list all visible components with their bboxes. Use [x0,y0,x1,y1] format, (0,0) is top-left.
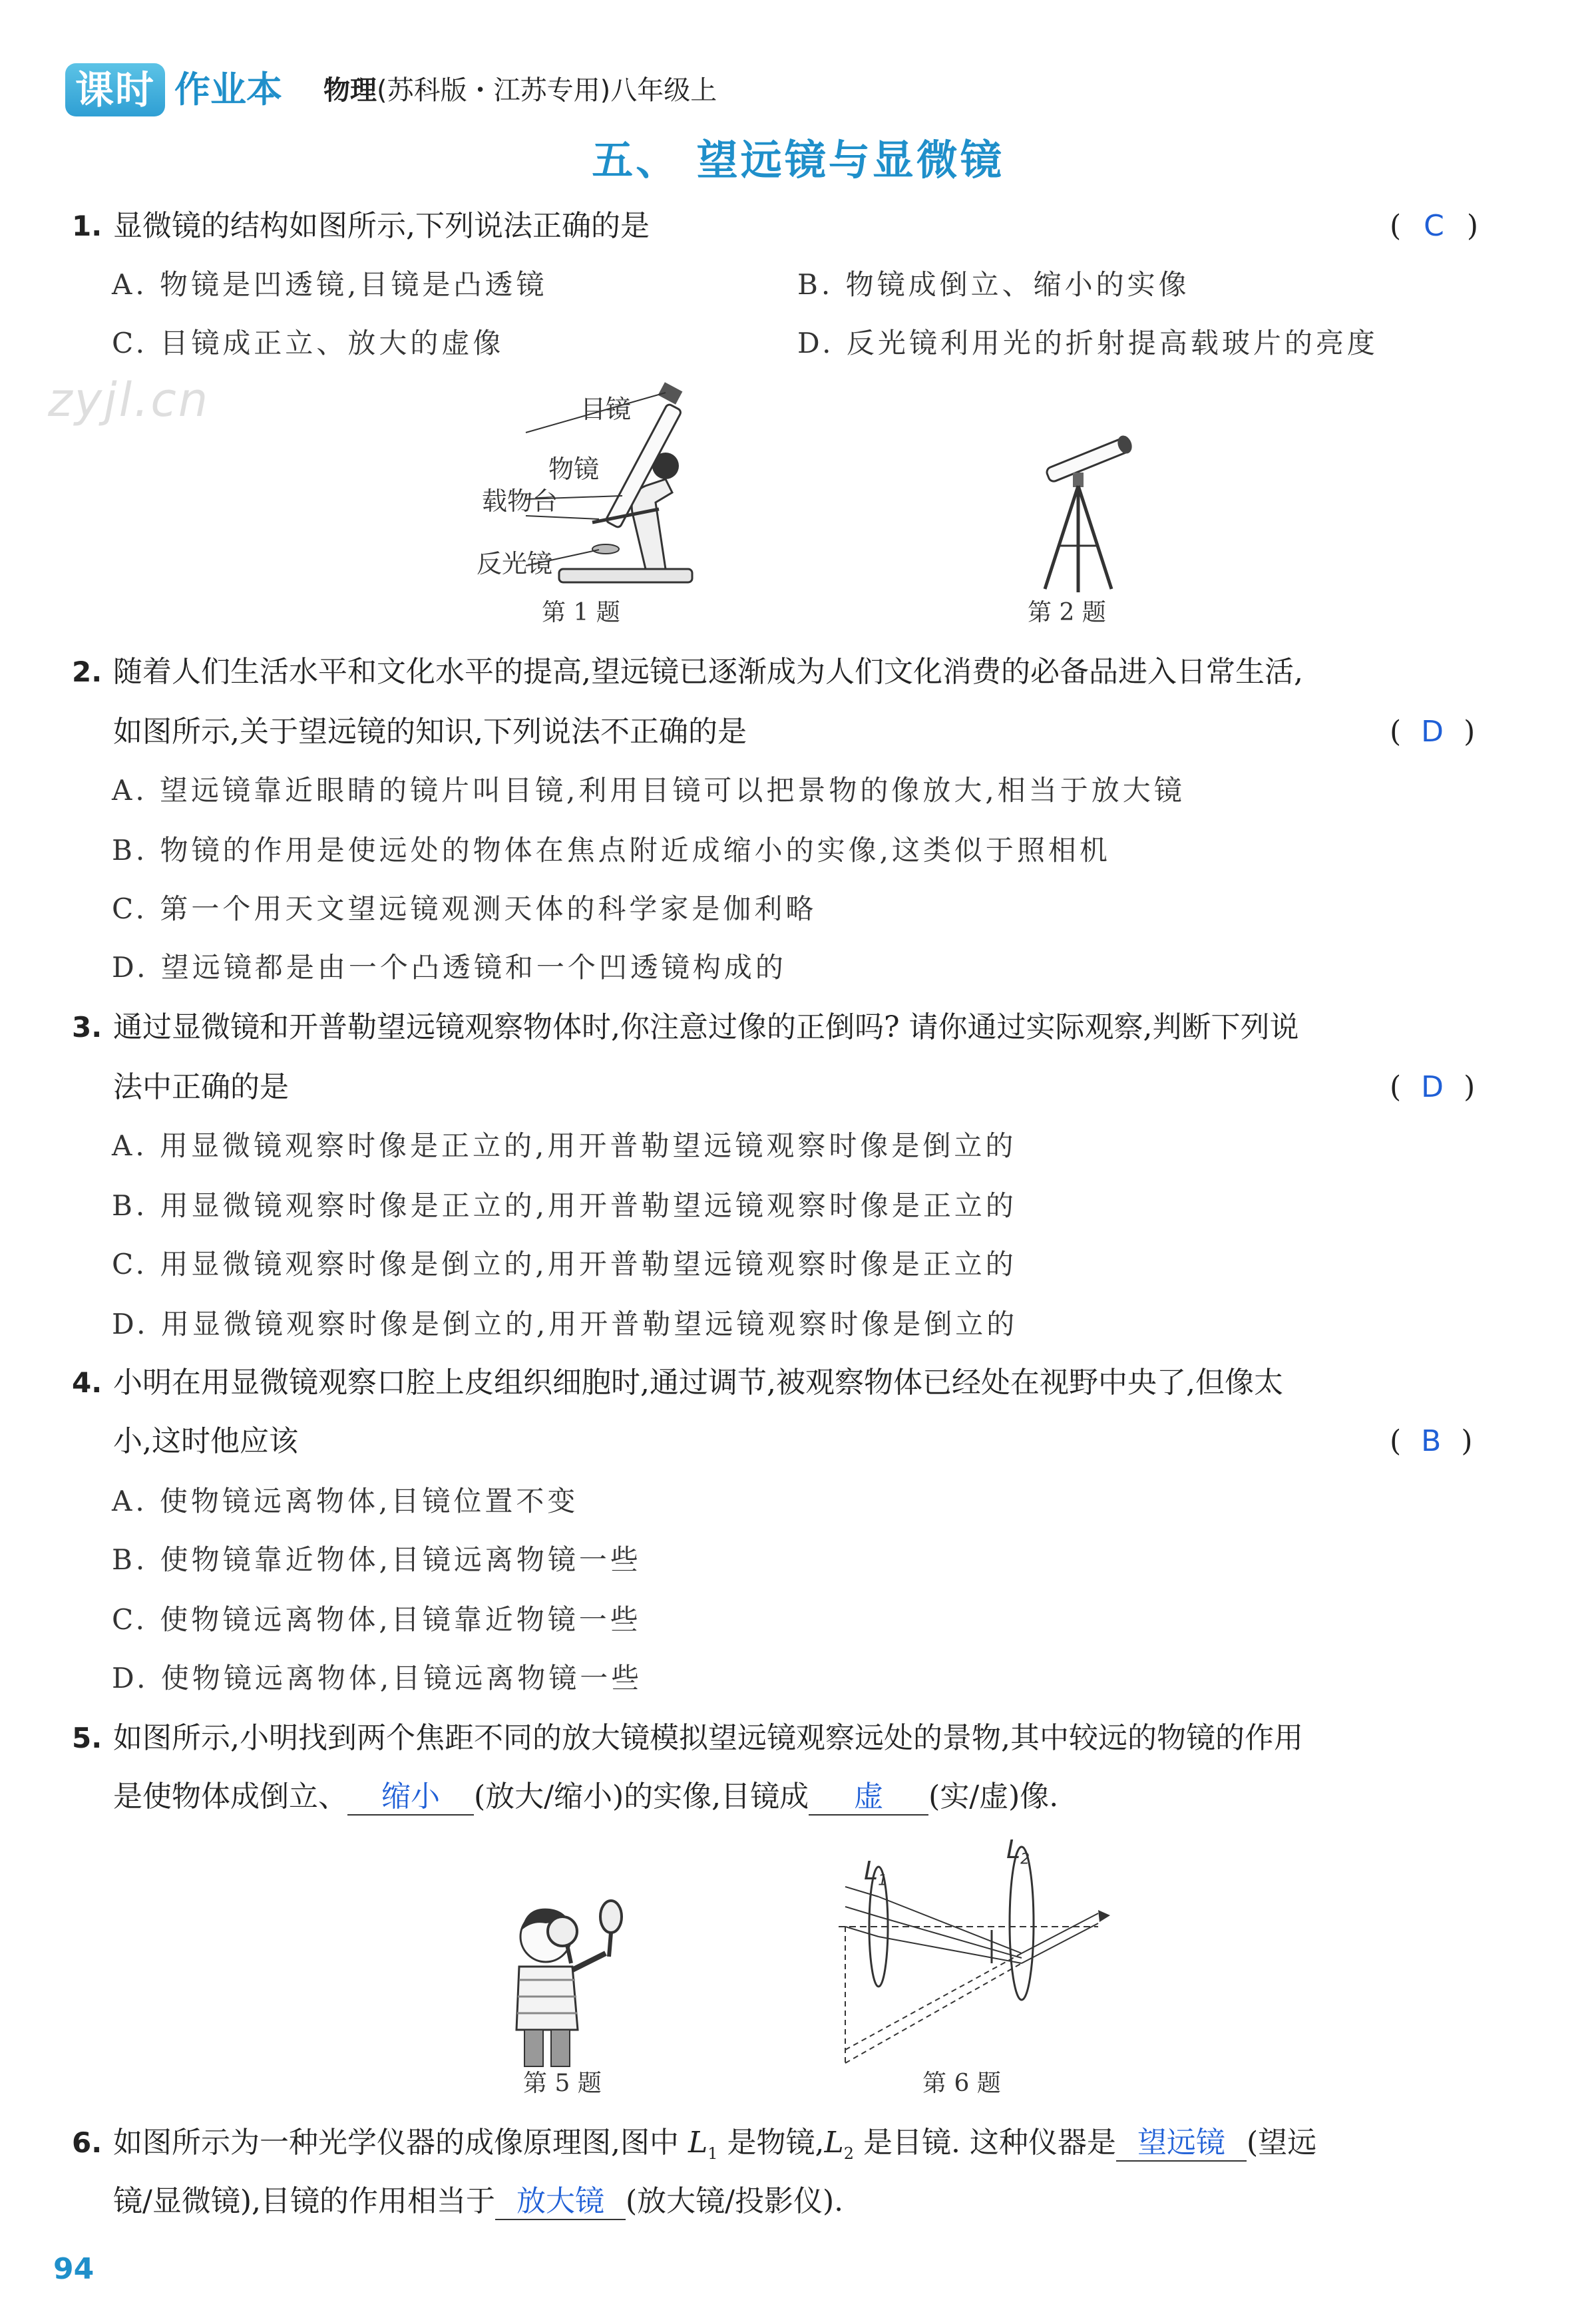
q5-stem-2: 是使物体成倒立、 缩小 (放大/缩小)的实像,目镜成 虚 (实/虚)像. [113,1777,1058,1817]
header-subject [323,72,717,109]
fig6-l1-label: $L_1$ [864,1856,888,1889]
q5-blank-1[interactable]: 缩小 [347,1780,474,1816]
q4-stem-2: 小,这时他应该 [113,1424,298,1458]
fig1-eyepiece-label: 目镜 [580,395,632,424]
q1-answer: ( C ) [1390,209,1479,243]
q1-stem: 显微镜的结构如图所示,下列说法正确的是 [113,209,650,243]
q4-answer-letter: B [1421,1424,1442,1458]
q3-option-c: C. 用显微镜观察时像是倒立的,用开普勒望远镜观察时像是正立的 [112,1248,1017,1280]
q3-option-d: D. 用显微镜观察时像是倒立的,用开普勒望远镜观察时像是倒立的 [112,1308,1018,1340]
q3-stem-1: 通过显微镜和开普勒望远镜观察物体时,你注意过像的正倒吗? 请你通过实际观察,判断下列说 [113,1010,1299,1044]
q1-number: 1. [72,210,102,242]
fig1-mirror-label: 反光镜 [477,549,553,578]
q5-blank-2[interactable]: 虚 [809,1780,928,1816]
edition-label: (苏科版・江苏专用)八年级上 [377,75,717,106]
q4-stem-1: 小明在用显微镜观察口腔上皮组织细胞时,通过调节,被观察物体已经处在视野中央了,但像太 [113,1366,1283,1400]
q6-blank-2[interactable]: 放大镜 [495,2184,626,2220]
q6-stem-1: 如图所示为一种光学仪器的成像原理图,图中 $L_1$ 是物镜$,L_2$ 是目镜. 这种仪器是 望远镜 (望远 [113,2126,1317,2163]
fig5-caption: 第 5 题 [523,2070,602,2097]
page-number: 94 [53,2252,95,2286]
q2-number: 2. [72,656,102,688]
fig6-caption: 第 6 题 [922,2070,1001,2097]
fig6-l2-label: $L_2$ [1006,1835,1030,1868]
telescope-figure [1012,426,1145,599]
brand-badge: 课时 [65,63,165,116]
q4-option-b: B. 使物镜靠近物体,目镜远离物镜一些 [112,1543,642,1576]
q2-option-d: D. 望远镜都是由一个凸透镜和一个凹透镜构成的 [112,951,787,984]
fig2-caption: 第 2 题 [1028,599,1106,626]
q6-stem-2: 镜/显微镜),目镜的作用相当于 放大镜 (放大镜/投影仪). [113,2182,843,2221]
q2-option-b: B. 物镜的作用是使远处的物体在焦点附近成缩小的实像,这类似于照相机 [112,834,1111,866]
q2-stem-1: 随着人们生活水平和文化水平的提高,望远镜已逐渐成为人们文化消费的必备品进入日常生活, [113,655,1303,689]
q5-stem-1: 如图所示,小明找到两个焦距不同的放大镜模拟望远镜观察远处的景物,其中较远的物镜的作用 [113,1721,1303,1755]
q3-option-b: B. 用显微镜观察时像是正立的,用开普勒望远镜观察时像是正立的 [112,1189,1017,1222]
q3-option-a: A. 用显微镜观察时像是正立的,用开普勒望远镜观察时像是倒立的 [112,1129,1017,1162]
q1-answer-letter: C [1424,209,1444,243]
q4-option-d: D. 使物镜远离物体,目镜远离物镜一些 [112,1662,643,1694]
q4-option-c: C. 使物镜远离物体,目镜靠近物镜一些 [112,1603,642,1636]
q3-answer-letter: D [1421,1070,1444,1104]
q5-number: 5. [72,1722,102,1754]
section-title: 五、 望远镜与显微镜 [592,136,1004,184]
subject-label: 物理 [323,75,377,106]
watermark: zyjl.cn [48,373,210,427]
q1-option-a: A. 物镜是凹透镜,目镜是凸透镜 [112,268,548,301]
q4-number: 4. [72,1366,102,1399]
q1-option-b: B. 物镜成倒立、缩小的实像 [797,268,1190,301]
q1-option-c: C. 目镜成正立、放大的虚像 [112,327,504,359]
q4-option-a: A. 使物镜远离物体,目镜位置不变 [112,1485,579,1517]
fig1-stage-label: 载物台 [482,486,558,516]
q1-option-d: D. 反光镜利用光的折射提高载玻片的亮度 [797,327,1378,359]
q3-answer: ( D ) [1390,1070,1476,1104]
q2-answer-letter: D [1421,715,1444,749]
q3-number: 3. [72,1011,102,1044]
q2-option-a: A. 望远镜靠近眼睛的镜片叫目镜,利用目镜可以把景物的像放大,相当于放大镜 [112,774,1185,807]
q6-blank-1[interactable]: 望远镜 [1116,2126,1247,2162]
fig1-caption: 第 1 题 [542,599,620,626]
q3-stem-2: 法中正确的是 [113,1070,289,1104]
q6-number: 6. [72,2126,102,2159]
boy-magnifier-figure [493,1897,639,2070]
q2-stem-2: 如图所示,关于望远镜的知识,下列说法不正确的是 [113,715,747,749]
brand-name: 作业本 [174,69,282,110]
q2-option-c: C. 第一个用天文望远镜观测天体的科学家是伽利略 [112,892,817,925]
fig1-objective-label: 物镜 [548,455,600,484]
q4-answer: ( B ) [1390,1424,1473,1458]
q2-answer: ( D ) [1390,715,1476,749]
